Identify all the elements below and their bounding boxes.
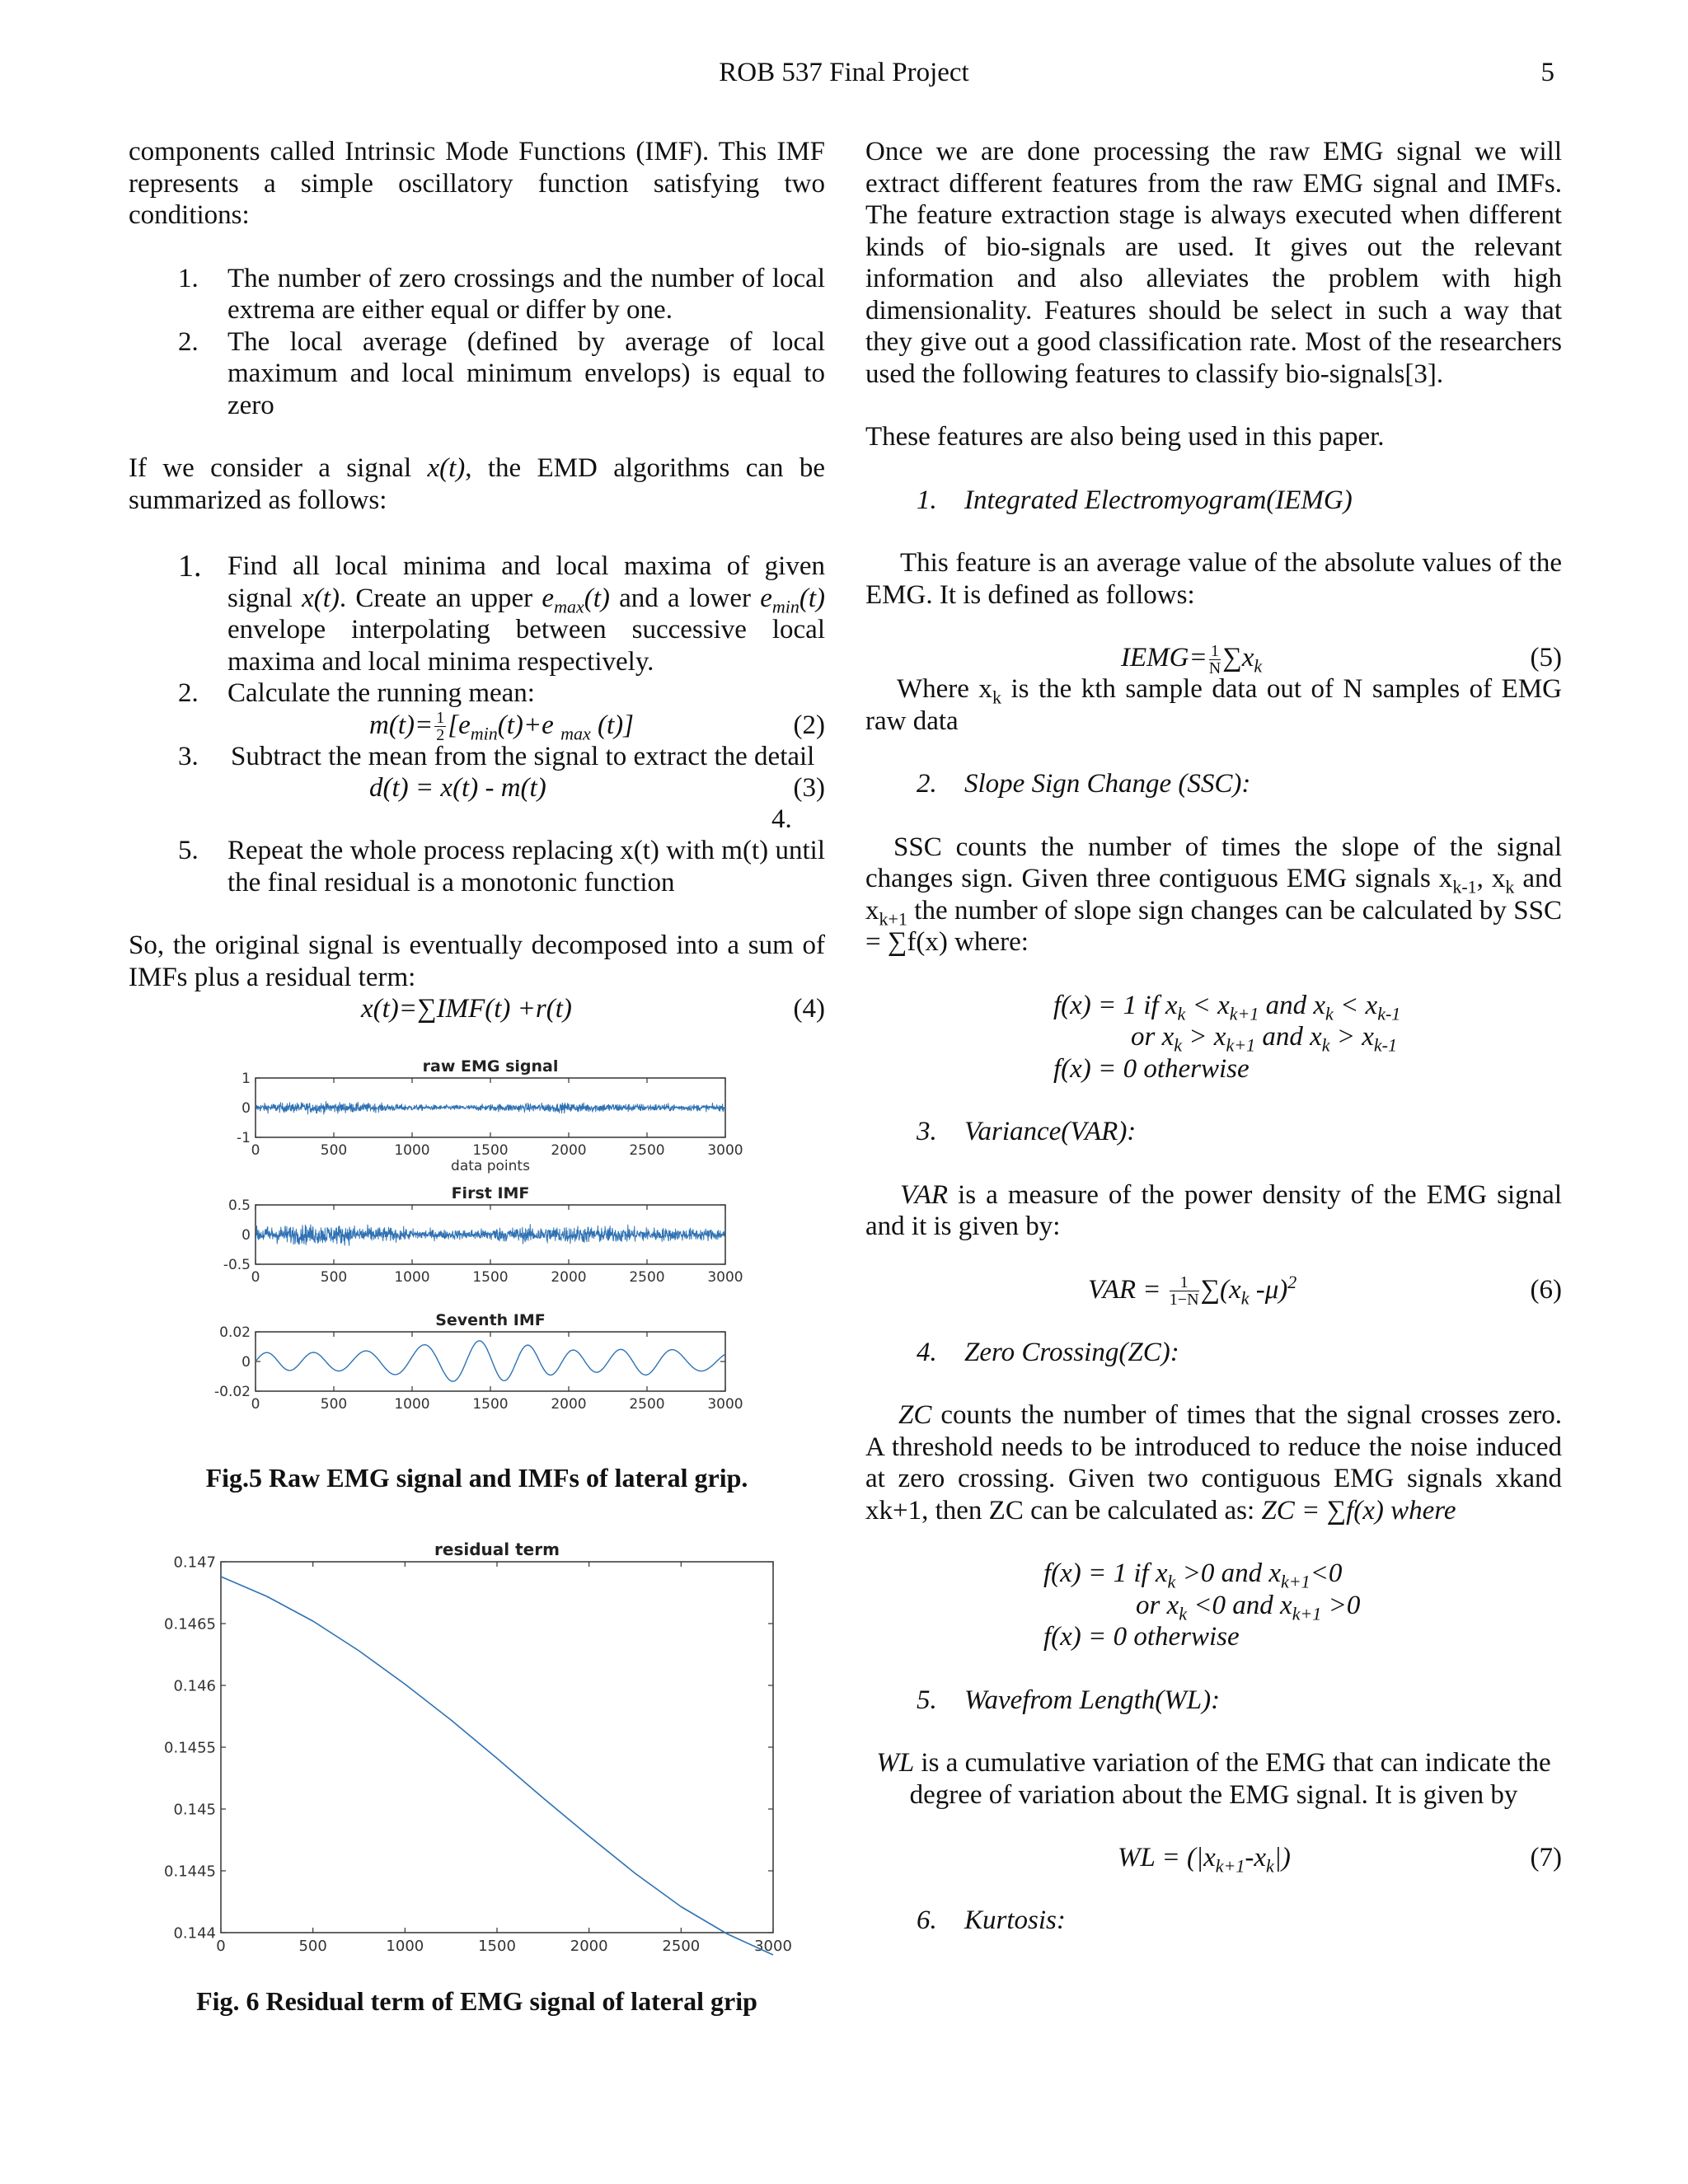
- x-tick-label: 2500: [629, 1269, 665, 1286]
- page-header: [0, 58, 1688, 99]
- y-tick-label: -0.5: [223, 1256, 251, 1273]
- y-tick-label: 0.144: [173, 1924, 216, 1943]
- x-tick-label: 500: [320, 1396, 348, 1413]
- right-column: [865, 136, 1562, 1937]
- equation-3: d(t) = x(t) - m(t) (3): [369, 773, 825, 803]
- y-tick-label: 0.145: [173, 1801, 216, 1819]
- x-tick-label: 3000: [707, 1142, 743, 1159]
- x-tick-label: 1000: [394, 1142, 430, 1159]
- x-tick-label: 1000: [386, 1938, 424, 1955]
- list-item: 1. Find all local minima and local maxima of given signal x(t). Create an upper $e_{max}(t)$ and a lower $e_{min}(t)$ envelope interpolating between successive local maxima and local minima respectively.: [178, 549, 826, 677]
- list-item: 3. Subtract the mean from the signal to extract the detail: [178, 741, 815, 771]
- running-title: ROB 537 Final Project: [719, 58, 969, 87]
- section-heading-var: 3. Variance(VAR):: [917, 1117, 1137, 1146]
- y-tick-label: 0: [241, 1226, 251, 1244]
- x-tick-label: 3000: [754, 1938, 792, 1955]
- x-tick-label: 1500: [472, 1396, 509, 1413]
- figure-5-emg-imfs: [190, 1055, 767, 1442]
- step-4-marker: 4.: [771, 804, 792, 834]
- section-heading-ssc: 2. Slope Sign Change (SSC):: [917, 769, 1251, 799]
- feature-extraction-paragraph: Once we are done processing the raw EMG signal we will extract different features from the raw EMG signal and IMFs. The feature extraction stage is always executed when different kinds of bio-signals are used. It gives out the relevant information and also alleviates the problem with high dimensionality. Features should be select in such a way that they give out a good classification rate. Most of the researchers used the following features to classify bio-signals[3].: [865, 137, 1562, 389]
- list-item: 2. Calculate the running mean:: [178, 678, 535, 708]
- subplot-raw-emg: [237, 1057, 743, 1174]
- y-tick-label: -0.02: [214, 1383, 251, 1400]
- y-tick-label: 0.5: [227, 1197, 251, 1214]
- list-item: 5. Repeat the whole process replacing x(t) with m(t) until the final residual is a monotonic function: [178, 836, 825, 898]
- x-tick-label: 1000: [394, 1396, 430, 1413]
- plot-title: raw EMG signal: [422, 1057, 559, 1076]
- section-heading-zc: 4. Zero Crossing(ZC):: [917, 1337, 1179, 1367]
- x-tick-label: 1500: [472, 1142, 509, 1159]
- x-tick-label: 1500: [472, 1269, 509, 1286]
- equation-5: IEMG= $\frac{1}{N}$ $\sum x_k$ (5): [1121, 641, 1562, 677]
- equation-number: (4): [793, 994, 825, 1024]
- y-tick-label: 0.1455: [164, 1739, 216, 1757]
- imf-intro-paragraph: components called Intrinsic Mode Functions (IMF). This IMF represents a simple oscillatory function satisfying two conditions:: [129, 137, 825, 230]
- x-tick-label: 2000: [551, 1396, 587, 1413]
- emd-steps-list: [129, 551, 825, 710]
- x-tick-label: 0: [216, 1938, 226, 1955]
- equation-number: (3): [793, 773, 825, 803]
- page-number: 5: [1540, 58, 1554, 87]
- iemg-where-paragraph: Where $x_k$ is the kth sample data out of N samples of EMG raw data: [865, 674, 1562, 736]
- y-tick-label: 1: [241, 1070, 251, 1087]
- subplot-seventh-imf: [214, 1311, 743, 1413]
- x-tick-label: 500: [298, 1938, 327, 1955]
- y-tick-label: 0.1445: [164, 1863, 216, 1881]
- figure-6-caption: Fig. 6 Residual term of EMG signal of lateral grip: [196, 1986, 757, 2016]
- y-tick-label: 0.146: [173, 1677, 216, 1695]
- subplot-first-imf: [223, 1184, 743, 1286]
- equation-4: x(t)=∑IMF(t) +r(t) (4): [361, 994, 825, 1024]
- x-tick-label: 0: [251, 1142, 260, 1159]
- x-tick-label: 3000: [707, 1396, 743, 1413]
- equation-6: VAR = $\frac{1}{1-N}$ $\sum(x_k$ -μ)$^2$ (6): [1088, 1271, 1562, 1310]
- zc-paragraph: ZC counts the number of times that the signal crosses zero. A threshold needs to be introduced to reduce the noise induced at zero crossing. Given two contiguous EMG signals xkand xk+1, then ZC can be calculated as: ZC = ∑f(x) where: [865, 1400, 1562, 1526]
- section-heading-kurtosis: 6. Kurtosis:: [917, 1905, 1066, 1935]
- y-tick-label: 0.1465: [164, 1615, 216, 1633]
- x-tick-label: 500: [320, 1142, 348, 1159]
- x-tick-label: 2000: [551, 1142, 587, 1159]
- x-tick-label: 1500: [478, 1938, 516, 1955]
- equation-number: (7): [1530, 1843, 1562, 1872]
- equation-2: m(t)= $\frac{1}{2}$ [$e_{min}(t)+e$ $_{max}$ (t)] (2): [369, 709, 825, 745]
- figure-6-residual: [148, 1537, 808, 1970]
- y-tick-label: 0: [241, 1099, 251, 1117]
- plot-title: First IMF: [451, 1184, 530, 1202]
- y-tick-label: 0: [241, 1353, 251, 1371]
- section-heading-iemg: 1. Integrated Electromyogram(IEMG): [917, 485, 1353, 515]
- figure-5-caption: Fig.5 Raw EMG signal and IMFs of lateral grip.: [205, 1463, 748, 1493]
- plot-frame: [221, 1562, 773, 1933]
- x-tick-label: 2500: [629, 1396, 665, 1413]
- x-tick-label: 500: [320, 1269, 348, 1286]
- x-tick-label: 2000: [551, 1269, 587, 1286]
- iemg-paragraph: This feature is an average value of the absolute values of the EMG. It is defined as follows:: [865, 548, 1562, 610]
- equation-number: (5): [1530, 643, 1562, 673]
- y-tick-label: 0.02: [219, 1324, 251, 1341]
- decomposition-paragraph: So, the original signal is eventually decomposed into a sum of IMFs plus a residual term:: [129, 930, 825, 992]
- list-item: 1. The number of zero crossings and the number of local extrema are either equal or differ by one.: [178, 263, 825, 325]
- zc-definition: f(x) = 1 if $x_k >0$ and $x_{k+1}<0$ or $x_k <0$ and $x_{k+1} >0$ f(x) = 0 otherwise: [1043, 1558, 1361, 1652]
- imf-conditions-list: [129, 263, 825, 422]
- x-tick-label: 3000: [707, 1269, 743, 1286]
- x-tick-label: 1000: [394, 1269, 430, 1286]
- x-tick-label: 2500: [662, 1938, 701, 1955]
- y-tick-label: 0.147: [173, 1554, 216, 1572]
- features-used-paragraph: These features are also being used in this paper.: [865, 422, 1385, 452]
- ssc-definition: f(x) = 1 if $x_k < x_{k+1}$ and $x_k < x_{k-1}$ or $x_k > x_{k+1}$ and $x_k > x_{k-1}$ f(x) = 0 otherwise: [1053, 990, 1401, 1084]
- emd-intro-paragraph: If we consider a signal x(t), the EMD algorithms can be summarized as follows:: [129, 453, 825, 515]
- x-axis-label: data points: [451, 1158, 530, 1174]
- equation-number: (2): [793, 710, 825, 740]
- y-tick-label: -1: [237, 1129, 251, 1146]
- x-tick-label: 0: [251, 1269, 260, 1286]
- x-tick-label: 2000: [570, 1938, 608, 1955]
- equation-7: WL = $(|x_{k+1}-x_k|)$ (7): [1118, 1843, 1562, 1877]
- plot-title: residual term: [434, 1540, 560, 1559]
- list-item: 2. The local average (defined by average of local maximum and local minimum envelops) is equal to zero: [178, 326, 825, 420]
- ssc-paragraph: SSC counts the number of times the slope of the signal changes sign. Given three contiguous EMG signals $x_{k-1}$, $x_k$ and $x_{k+1}$ the number of slope sign changes can be calculated by SSC = ∑f(x) where:: [865, 832, 1562, 957]
- plot-title: Seventh IMF: [435, 1311, 546, 1329]
- x-tick-label: 2500: [629, 1142, 665, 1159]
- emd-steps-list-end: [129, 835, 825, 898]
- section-heading-wl: 5. Wavefrom Length(WL):: [917, 1685, 1221, 1715]
- emd-steps-list-cont: [129, 741, 825, 773]
- subplot-residual: [164, 1540, 792, 1955]
- x-tick-label: 0: [251, 1396, 260, 1413]
- left-column: [129, 136, 825, 1024]
- wl-paragraph: WL is a cumulative variation of the EMG that can indicate the degree of variation about the EMG signal. It is given by: [876, 1748, 1551, 1810]
- equation-number: (6): [1530, 1274, 1562, 1305]
- var-paragraph: VAR is a measure of the power density of the EMG signal and it is given by:: [865, 1179, 1562, 1241]
